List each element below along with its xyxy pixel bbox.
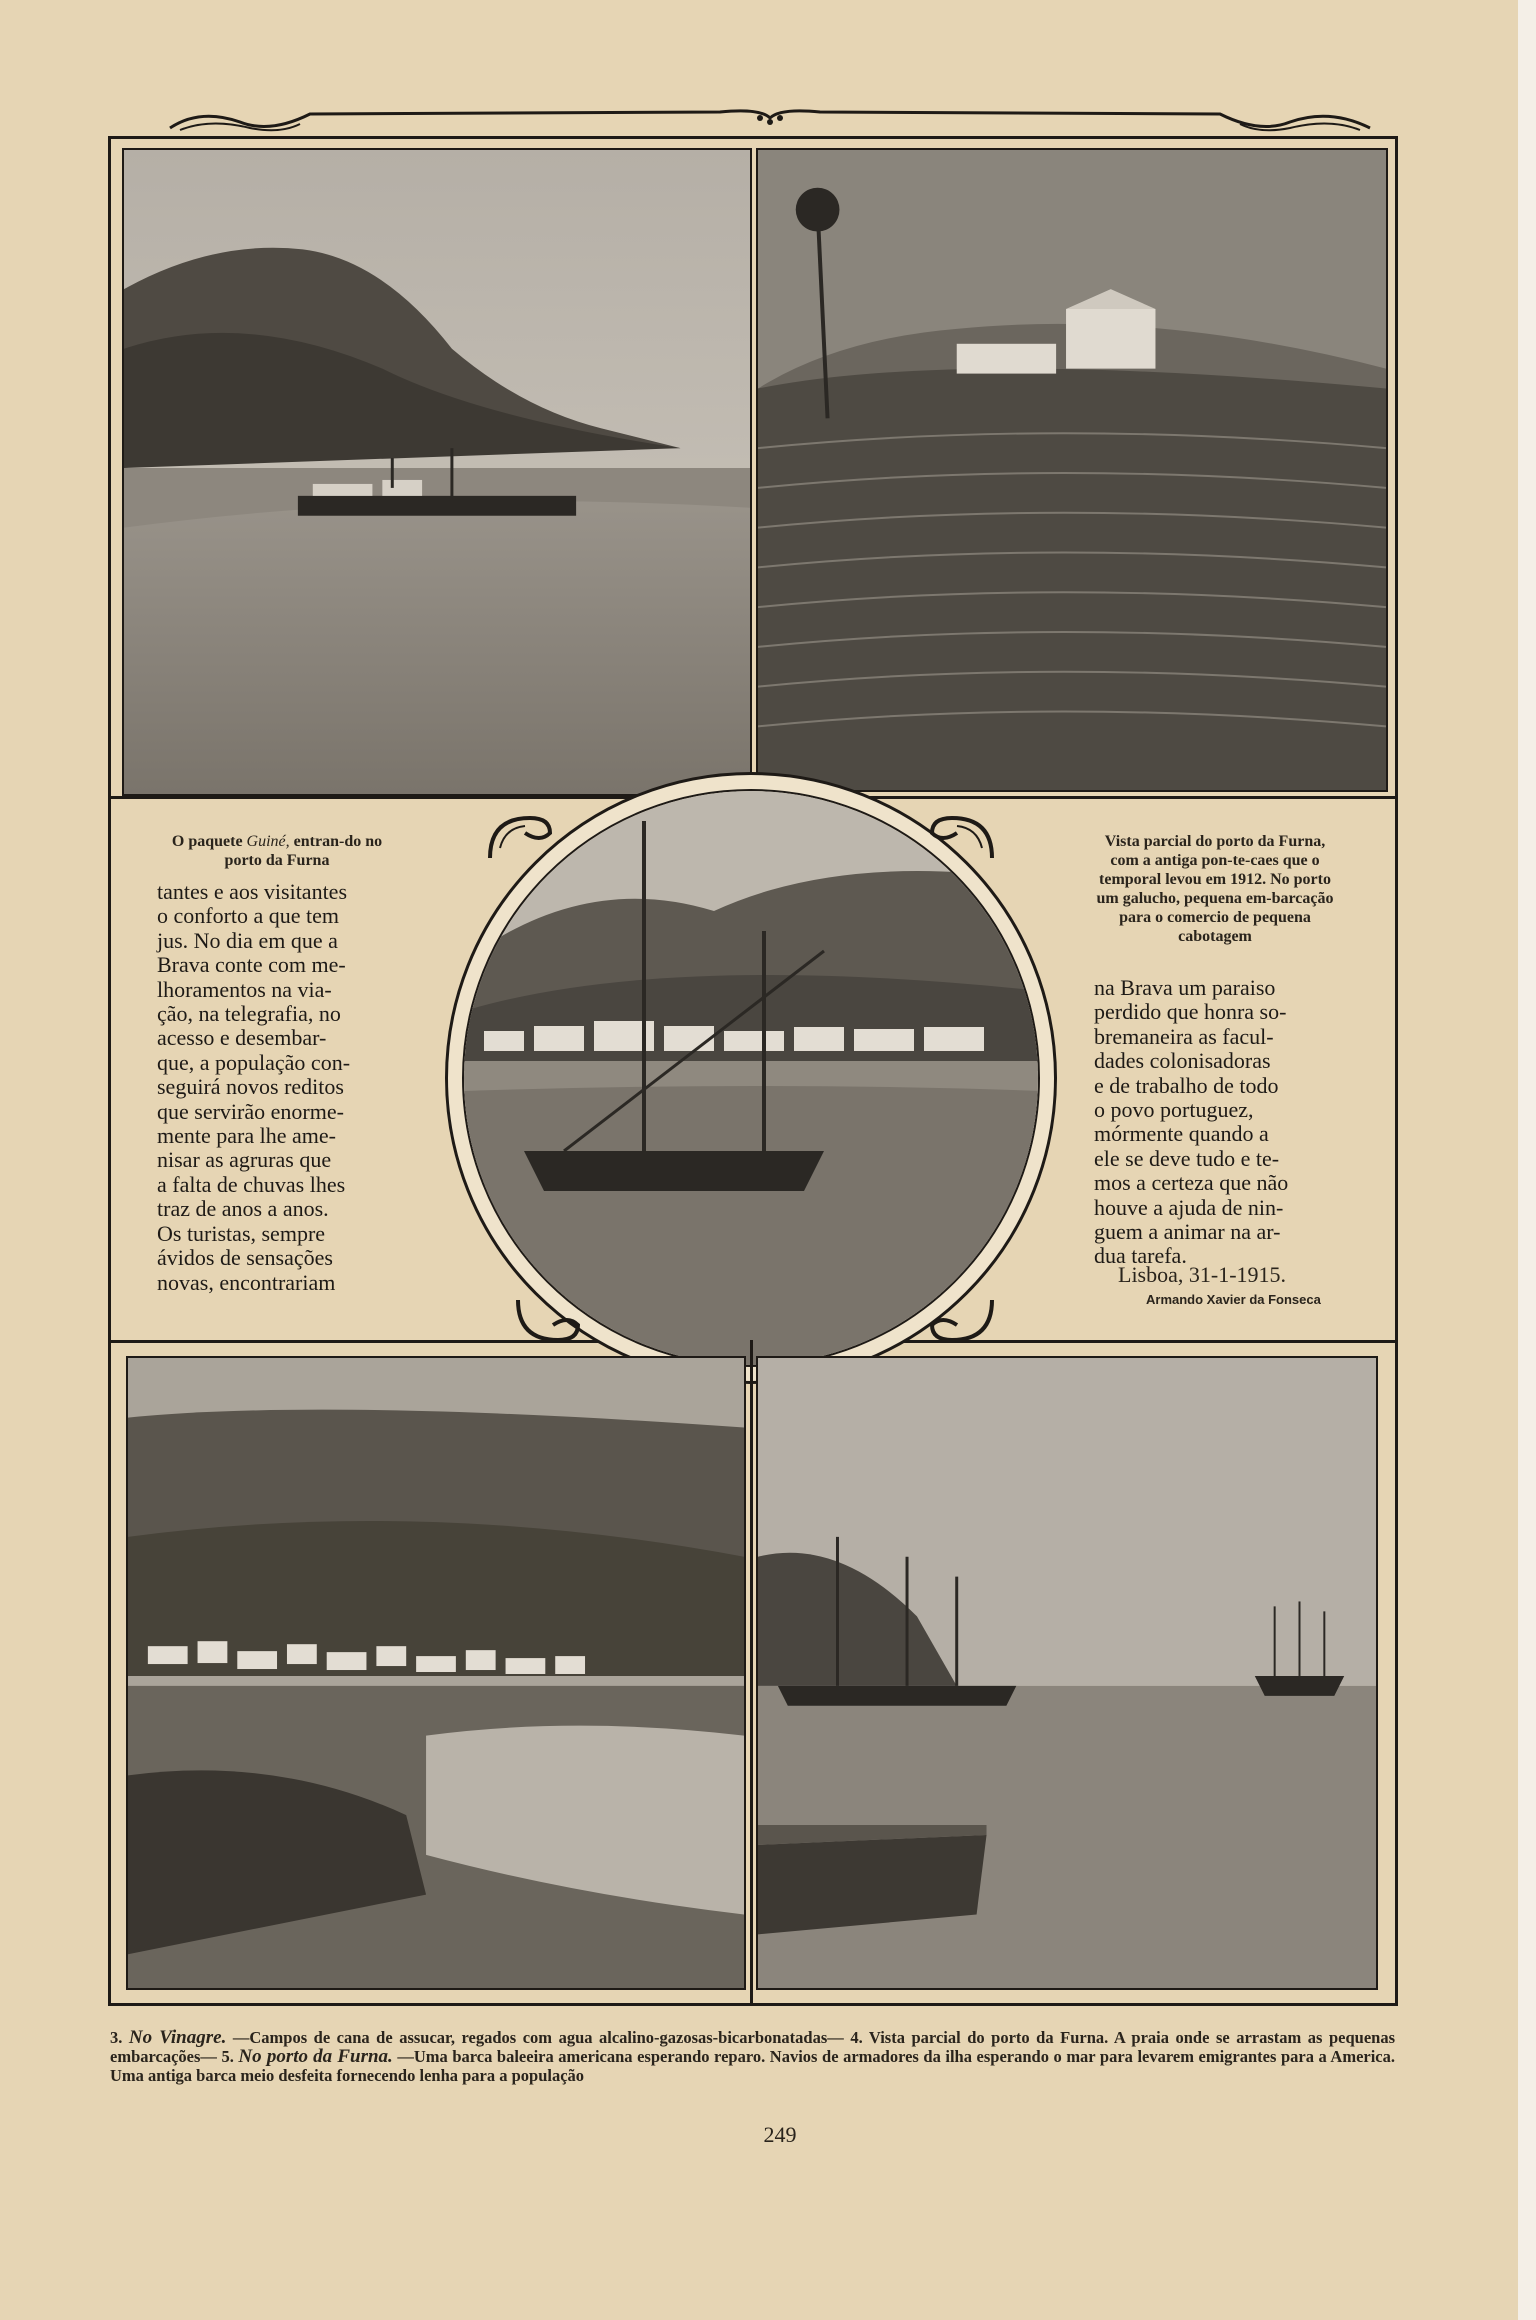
bottom-caption: [110, 2028, 1395, 2085]
right-line: bremaneira as facul-: [1094, 1023, 1274, 1049]
photo-circle-inner: [462, 789, 1040, 1367]
dateline: Lisboa, 31-1-1915.: [1118, 1262, 1287, 1287]
right-line: o povo portuguez,: [1094, 1097, 1254, 1123]
left-line: acesso e desembar-: [157, 1025, 327, 1051]
left-line: Os turistas, sempre: [157, 1220, 326, 1246]
photo-no-vinagre: [126, 1356, 746, 1990]
right-line: ele se deve tudo e te-: [1094, 1145, 1280, 1171]
caption-photo-2: Vista parcial do porto da Furna, com a antiga pon-te-caes que o temporal levou em 1912. No porto um galucho, pequena em-barcação para o comercio de pequena cabotagem: [1096, 833, 1334, 945]
page-number: 249: [763, 2122, 797, 2147]
caption-photo-1-pre: O paquete: [171, 833, 243, 850]
right-line: mos a certeza que não: [1094, 1170, 1289, 1196]
right-line: e de trabalho de todo: [1094, 1072, 1279, 1098]
left-line: Brava conte com me-: [157, 952, 346, 978]
caption-4-text: 4. Vista parcial do porto da Furna. A praia onde se arrastam as pequenas embarcações—: [110, 2028, 1396, 2066]
left-line: lhoramentos na via-: [157, 976, 332, 1002]
left-line: seguirá novos reditos: [157, 1074, 344, 1100]
right-line: mórmente quando a: [1094, 1121, 1269, 1147]
left-line: a falta de chuvas lhes: [157, 1171, 346, 1197]
right-line: dades colonisadoras: [1094, 1048, 1271, 1074]
left-line: ção, na telegrafia, no: [157, 1001, 341, 1027]
corner-ornament-bl: [508, 1290, 588, 1350]
left-line: mente para lhe ame-: [157, 1123, 336, 1149]
right-line: na Brava um paraiso: [1094, 975, 1276, 1000]
caption-3-text: —Campos de cana de assucar, regados com agua alcalino-gazosas-bicarbonatadas—: [232, 2028, 844, 2047]
corner-ornament-tl: [480, 808, 560, 868]
right-line: guem a animar na ar-: [1094, 1219, 1281, 1245]
signature: Armando Xavier da Fonseca: [1146, 1292, 1321, 1307]
page-edge: [1518, 0, 1536, 2320]
caption-photo-1: [152, 832, 402, 870]
right-column-text: [1094, 976, 1334, 1269]
caption-5-title: No porto da Furna.: [238, 2046, 393, 2067]
caption-3-title: No Vinagre.: [128, 2027, 227, 2048]
divider-bottom-vertical: [750, 1340, 753, 2006]
left-line: que, a população con-: [157, 1049, 351, 1075]
left-line: nisar as agruras que: [157, 1147, 332, 1173]
left-column-text: [157, 880, 397, 1295]
caption-photo-1-italic: Guiné,: [246, 833, 290, 850]
caption-5-text: —Uma barca baleeira americana esperando reparo. Navios de armadores da ilha esperando o mar para levarem emigrantes para a America. Uma antiga barca meio desfeita fornecendo lenha para a população: [110, 2047, 1396, 2085]
left-line: novas, encontrariam: [157, 1269, 336, 1295]
right-line: houve a ajuda de nin-: [1094, 1194, 1284, 1220]
photo-furna-hillside: [756, 148, 1388, 792]
caption-3-number: 3.: [110, 2028, 123, 2047]
right-line: dua tarefa.: [1094, 1243, 1187, 1269]
left-line: o conforto a que tem: [157, 903, 340, 929]
right-line: perdido que honra so-: [1094, 999, 1287, 1025]
left-line: ávidos de sensações: [157, 1245, 333, 1271]
corner-ornament-br: [922, 1290, 1002, 1350]
left-line: tantes e aos visitantes: [157, 879, 348, 904]
photo-ship-entering-furna: [122, 148, 752, 796]
caption-photo-1-post: entran-do no porto da Furna: [224, 833, 383, 869]
left-line: traz de anos a anos.: [157, 1196, 329, 1222]
corner-ornament-tr: [922, 808, 1002, 868]
top-ornament: [160, 104, 1380, 140]
left-line: que servirão enorme-: [157, 1098, 344, 1124]
photo-no-porto-da-furna: [756, 1356, 1378, 1990]
caption-5-number: 5.: [221, 2047, 234, 2066]
left-line: jus. No dia em que a: [157, 927, 338, 953]
